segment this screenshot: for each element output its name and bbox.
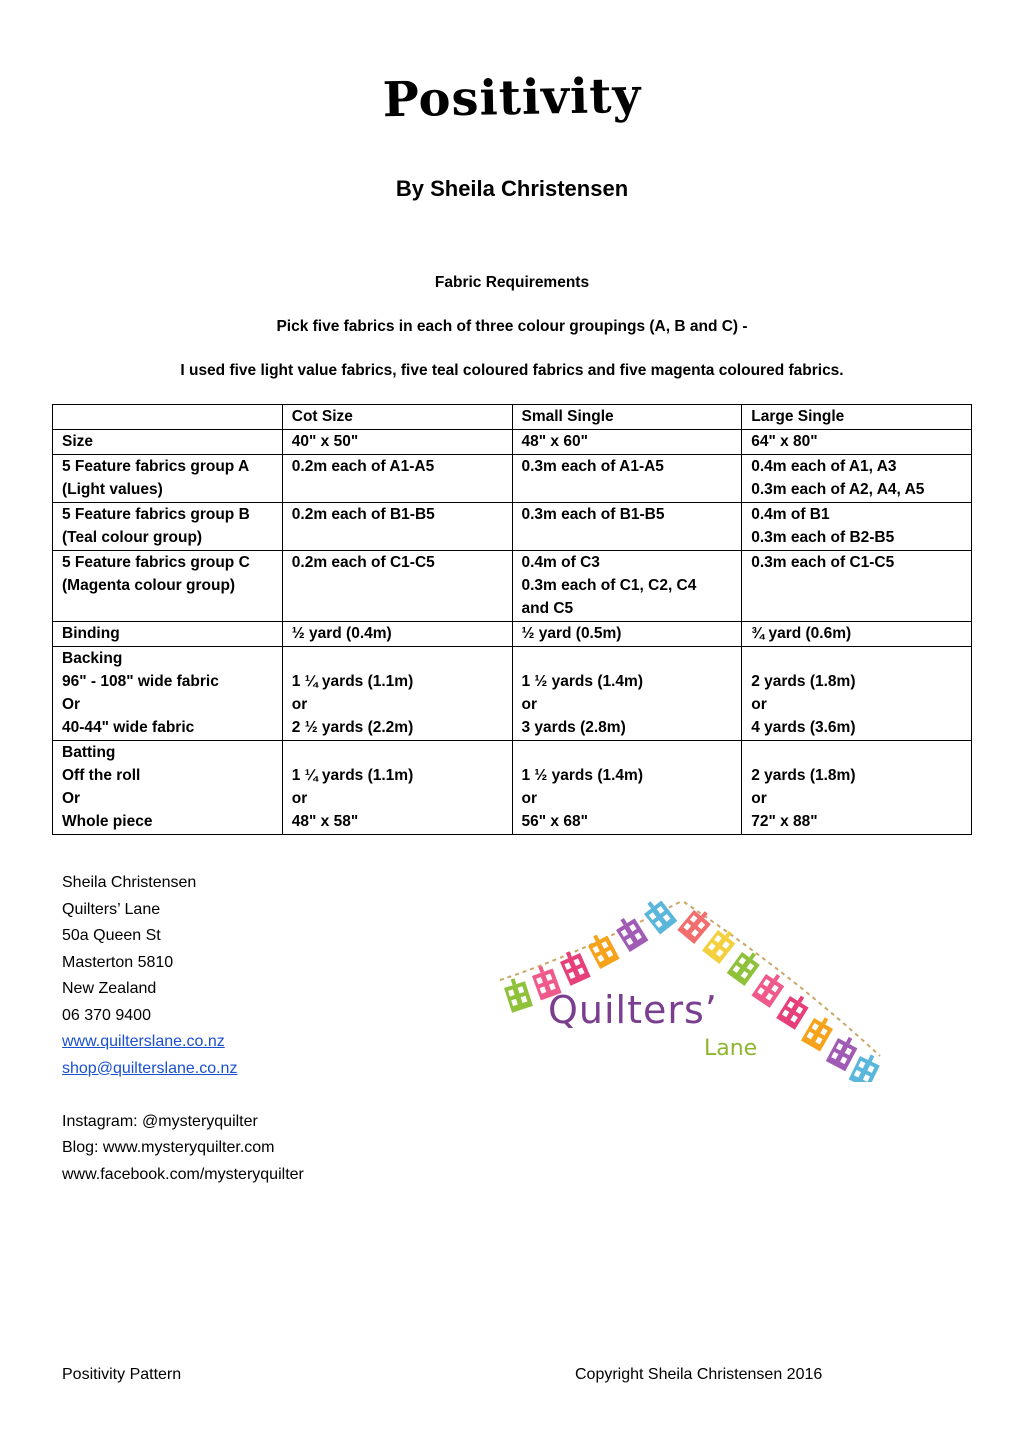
table-cell	[742, 647, 972, 741]
cell-line	[292, 647, 504, 670]
logo-house-shape	[776, 991, 812, 1030]
blog-address: Blog: www.mysteryquilter.com	[62, 1139, 275, 1156]
cell-line: 5 Feature fabrics group A	[62, 458, 250, 475]
cell-line: 40-44" wide fabric	[62, 719, 195, 736]
cell-line: ½ yard (0.4m)	[291, 625, 392, 642]
logo-house-shape	[826, 1033, 860, 1072]
cell-line: ½ yard (0.5m)	[521, 625, 622, 642]
table-cell	[53, 551, 283, 622]
cell-line	[751, 741, 963, 764]
website-link[interactable]: www.quilterslane.co.nz	[62, 1033, 225, 1050]
table-cell	[53, 647, 283, 741]
logo-house-shape	[751, 969, 787, 1008]
logo-house-shape	[702, 925, 739, 964]
table-cell	[512, 430, 742, 455]
cell-line: or	[291, 790, 308, 807]
table-row	[53, 430, 972, 455]
cell-line: (Light values)	[62, 481, 163, 498]
cell-line: or	[751, 790, 767, 807]
table-cell	[512, 551, 742, 622]
cell-line: 0.4m of B1	[751, 506, 830, 523]
cell-line: Batting	[62, 744, 116, 761]
table-row	[53, 741, 972, 835]
contact-city: Masterton 5810	[62, 953, 174, 971]
cell-line: 4 yards (3.6m)	[751, 719, 856, 736]
logo-wordmark: Quilters’	[548, 988, 718, 1032]
table-cell	[282, 503, 512, 551]
contact-street: 50a Queen St	[62, 927, 161, 944]
cell-line: Whole piece	[62, 813, 153, 830]
cell-line: (Teal colour group)	[62, 529, 203, 546]
table-header-row	[53, 405, 972, 430]
cell-line: 48" x 60"	[521, 433, 588, 450]
cell-line: Size	[62, 433, 94, 450]
table-row	[53, 503, 972, 551]
cell-line: 56" x 68"	[521, 813, 588, 830]
logo-house-shape	[677, 905, 714, 944]
table-cell	[742, 455, 972, 503]
contact-phone: 06 370 9400	[62, 1006, 151, 1024]
cell-line: 40" x 50"	[291, 433, 359, 450]
table-cell	[53, 622, 283, 647]
cell-line: Off the roll	[62, 767, 141, 784]
table-header-cell	[53, 405, 283, 430]
requirements-note: I used five light value fabrics, five teal coloured fabrics and five magenta coloured fabrics.	[180, 362, 844, 379]
cell-line: 1 ¼ yards (1.1m)	[291, 673, 414, 690]
table-cell	[282, 741, 512, 835]
table-cell	[53, 741, 283, 835]
table-cell	[53, 430, 283, 455]
author-byline: By Sheila Christensen	[395, 176, 629, 201]
cell-line: 1 ½ yards (1.4m)	[521, 673, 643, 690]
footer-copyright: Copyright Sheila Christensen 2016	[575, 1366, 823, 1383]
cell-line: 0.4m of C3	[521, 554, 600, 571]
table-cell	[512, 455, 742, 503]
logo-house-shape	[727, 947, 764, 986]
cell-line: or	[751, 696, 767, 713]
page-title: Positivity	[382, 67, 642, 129]
cell-line	[522, 741, 734, 764]
cell-line: 5 Feature fabrics group B	[62, 506, 250, 523]
table-cell	[53, 455, 283, 503]
table-cell	[742, 551, 972, 622]
instagram-handle: Instagram: @mysteryquilter	[62, 1112, 258, 1130]
email-link[interactable]: shop@quilterslane.co.nz	[62, 1059, 238, 1077]
cell-line: 5 Feature fabrics group C	[62, 554, 250, 571]
cell-line: 0.3m each of C1, C2, C4	[521, 577, 697, 594]
cell-line: Or	[62, 696, 81, 713]
cell-line: 3 yards (2.8m)	[521, 719, 626, 736]
table-cell	[282, 430, 512, 455]
table-cell	[53, 503, 283, 551]
table-cell	[512, 741, 742, 835]
table-row	[53, 622, 972, 647]
table-row	[53, 647, 972, 741]
facebook-address: www.facebook.com/mysteryquilter	[62, 1165, 304, 1183]
cell-line	[292, 741, 504, 764]
cell-line: and C5	[521, 600, 574, 617]
cell-line: Binding	[62, 625, 120, 642]
contact-block	[62, 870, 304, 1188]
table-row	[53, 455, 972, 503]
cell-line: Or	[62, 790, 81, 807]
table-cell	[282, 455, 512, 503]
cell-line: 0.3m each of B2-B5	[751, 529, 895, 546]
cell-line: 0.2m each of B1-B5	[291, 506, 435, 523]
table-header-cell: Large Single	[742, 405, 972, 430]
cell-line: 0.3m each of A2, A4, A5	[751, 481, 925, 498]
contact-business: Quilters’ Lane	[62, 900, 161, 918]
cell-line: 48" x 58"	[291, 813, 359, 830]
table-header-cell: Small Single	[512, 405, 742, 430]
table-cell	[282, 622, 512, 647]
cell-line	[751, 647, 963, 670]
requirements-instruction: Pick five fabrics in each of three colour groupings (A, B and C) -	[276, 318, 748, 335]
logo-subtext: Lane	[704, 1036, 758, 1061]
footer-pattern-name: Positivity Pattern	[62, 1366, 182, 1383]
cell-line: 1 ¼ yards (1.1m)	[291, 767, 414, 784]
cell-line: 0.2m each of C1-C5	[291, 554, 435, 571]
table-row	[53, 551, 972, 622]
cell-line: 96" - 108" wide fabric	[62, 673, 219, 690]
table-cell	[282, 647, 512, 741]
table-header-cell: Cot Size	[282, 405, 512, 430]
logo-house-shape	[502, 975, 533, 1012]
logo-house-shape	[558, 948, 591, 986]
cell-line: 1 ½ yards (1.4m)	[521, 767, 643, 784]
cell-line: ¾ yard (0.6m)	[751, 625, 852, 642]
cell-line: 2 ½ yards (2.2m)	[291, 719, 414, 736]
table-cell	[282, 551, 512, 622]
cell-line: 0.3m each of B1-B5	[521, 506, 665, 523]
cell-line: 0.4m each of A1, A3	[751, 458, 897, 475]
requirements-heading: Fabric Requirements	[434, 274, 590, 291]
cell-line: 2 yards (1.8m)	[751, 673, 856, 690]
table-cell	[742, 430, 972, 455]
cell-line: or	[291, 696, 308, 713]
cell-line: 0.3m each of C1-C5	[751, 554, 895, 571]
table-cell	[512, 647, 742, 741]
cell-line: Backing	[62, 650, 123, 667]
table-cell	[512, 503, 742, 551]
contact-country: New Zealand	[62, 980, 157, 997]
logo-house-shape	[801, 1013, 836, 1052]
logo-house-shape	[640, 896, 677, 934]
cell-line: 72" x 88"	[751, 813, 818, 830]
cell-line: 2 yards (1.8m)	[751, 767, 856, 784]
fabric-requirements-table	[52, 404, 972, 835]
logo-house-shape	[585, 930, 619, 969]
table-cell	[512, 622, 742, 647]
cell-line: or	[521, 790, 537, 807]
table-cell	[742, 622, 972, 647]
cell-line: 0.3m each of A1-A5	[521, 458, 664, 475]
cell-line: 64" x 80"	[751, 433, 818, 450]
cell-line: or	[521, 696, 537, 713]
cell-line: (Magenta colour group)	[62, 577, 236, 594]
table-cell	[742, 741, 972, 835]
cell-line: 0.2m each of A1-A5	[291, 458, 435, 475]
table-cell	[742, 503, 972, 551]
logo-house-shape	[613, 913, 649, 952]
cell-line	[522, 647, 734, 670]
contact-name: Sheila Christensen	[62, 874, 197, 891]
